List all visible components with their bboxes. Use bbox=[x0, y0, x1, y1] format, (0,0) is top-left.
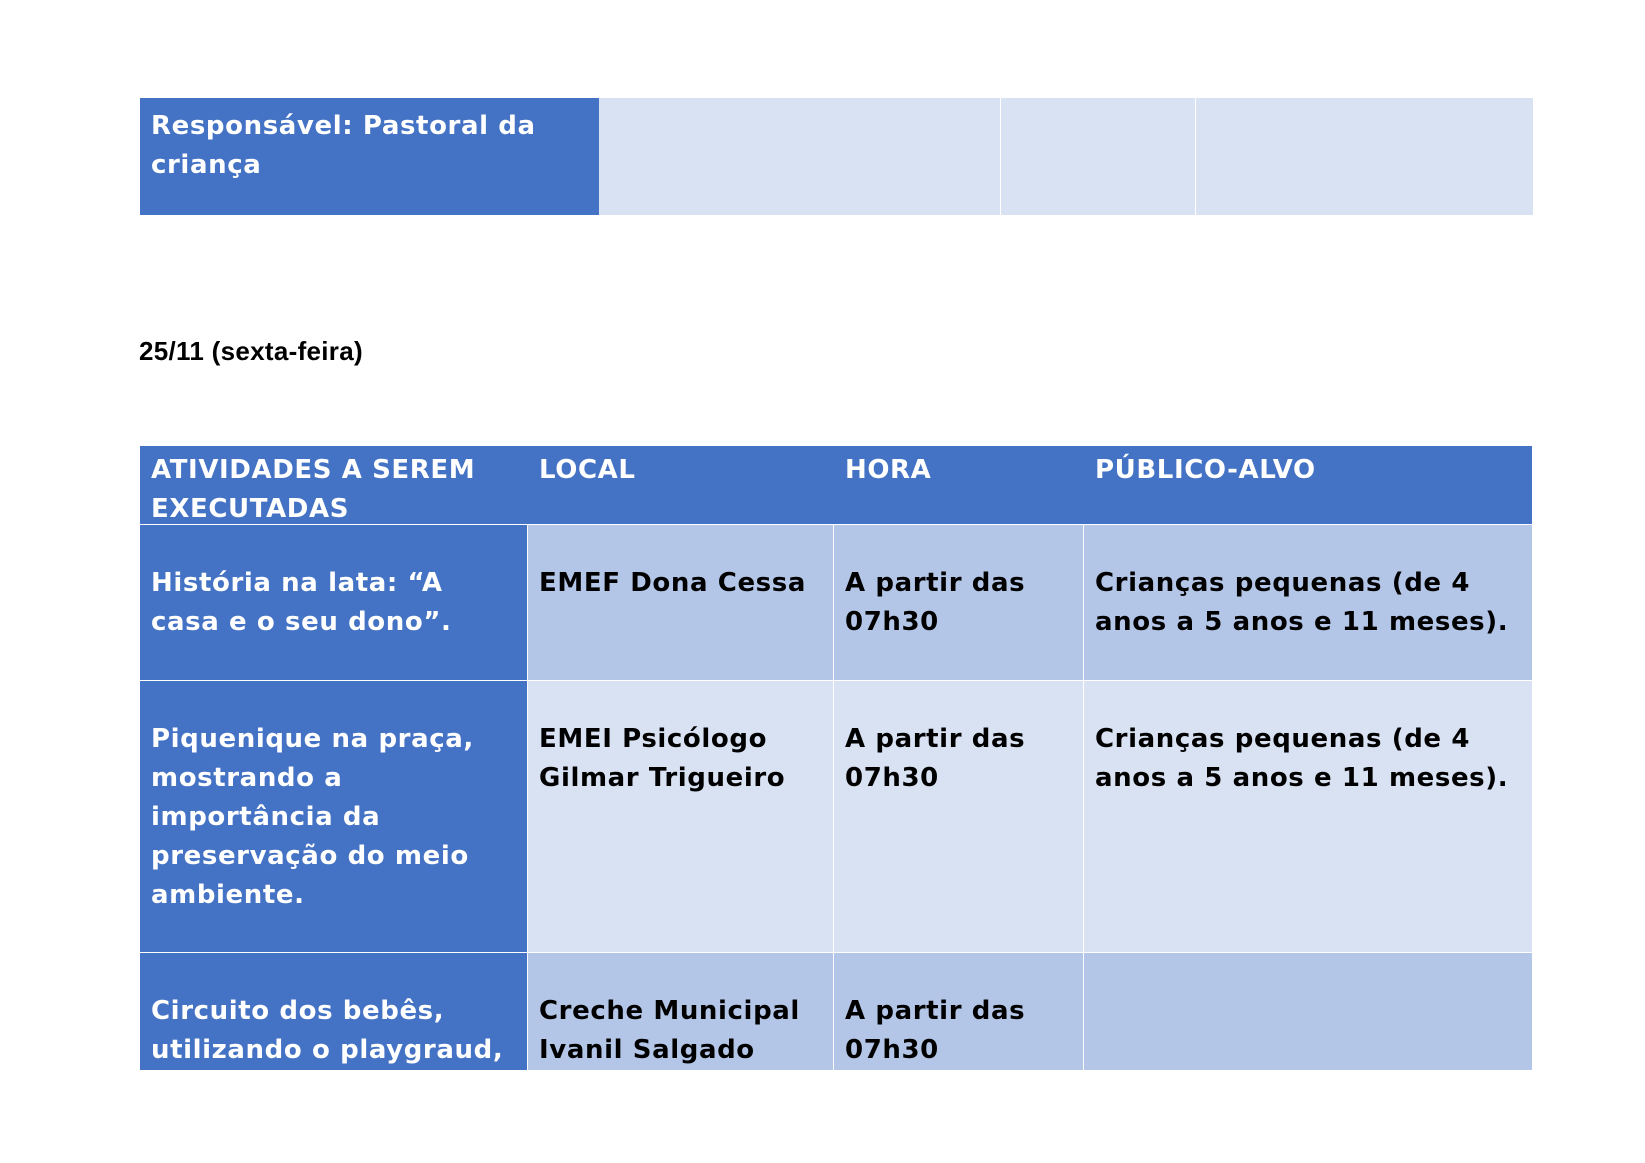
responsavel-text: Responsável: Pastoral da criança bbox=[151, 111, 536, 180]
row1-publico-text: Crianças pequenas (de 4 anos a 5 anos e 11 meses). bbox=[1095, 568, 1509, 637]
responsavel-cell bbox=[140, 98, 599, 215]
row1-hora-text: A partir das 07h30 bbox=[845, 568, 1026, 637]
row1-local-text: EMEF Dona Cessa bbox=[539, 568, 806, 598]
header-hora bbox=[834, 446, 1084, 525]
header-bottom-line bbox=[140, 524, 1532, 525]
row3-hora-text: A partir das 07h30 bbox=[845, 996, 1026, 1065]
row2-hora-text: A partir das 07h30 bbox=[845, 724, 1026, 793]
row3-local bbox=[528, 953, 834, 1070]
row2-atividade-text: Piquenique na praça, mostrando a importância da preservação do meio ambiente. bbox=[151, 724, 474, 910]
row2-publico-text: Crianças pequenas (de 4 anos a 5 anos e 11 meses). bbox=[1095, 724, 1509, 793]
header-hora-label: HORA bbox=[845, 455, 932, 485]
header-publico bbox=[1084, 446, 1532, 525]
top-empty-cell-2 bbox=[1001, 98, 1196, 215]
row3-local-text: Creche Municipal Ivanil Salgado bbox=[539, 996, 800, 1065]
col-divider-2 bbox=[833, 525, 834, 1070]
row1-local bbox=[528, 525, 834, 681]
header-atividades bbox=[140, 446, 528, 525]
col-divider-1 bbox=[527, 525, 528, 1070]
header-publico-label: PÚBLICO-ALVO bbox=[1095, 455, 1316, 485]
top-empty-cell-1 bbox=[599, 98, 1001, 215]
row1-atividade-text: História na lata: “A casa e o seu dono”. bbox=[151, 568, 452, 637]
row3-publico bbox=[1084, 953, 1532, 1070]
row2-publico bbox=[1084, 681, 1532, 953]
row3-atividade-text: Circuito dos bebês, utilizando o playgraud, bbox=[151, 996, 504, 1065]
row2-bottom-line bbox=[140, 952, 1532, 953]
row1-bottom-line bbox=[140, 680, 1532, 681]
row1-publico bbox=[1084, 525, 1532, 681]
row2-hora bbox=[834, 681, 1084, 953]
header-atividades-label: ATIVIDADES A SEREM EXECUTADAS bbox=[151, 455, 476, 524]
top-divider-1 bbox=[1000, 98, 1001, 215]
row3-hora bbox=[834, 953, 1084, 1070]
date-heading: 25/11 (sexta-feira) bbox=[139, 336, 363, 366]
row2-atividade bbox=[140, 681, 528, 953]
top-divider-2 bbox=[1195, 98, 1196, 215]
row2-local bbox=[528, 681, 834, 953]
row2-local-text: EMEI Psicólogo Gilmar Trigueiro bbox=[539, 724, 786, 793]
row3-atividade bbox=[140, 953, 528, 1070]
col-divider-3 bbox=[1083, 525, 1084, 1070]
header-local-label: LOCAL bbox=[539, 455, 636, 485]
row1-atividade bbox=[140, 525, 528, 681]
header-local bbox=[528, 446, 834, 525]
top-empty-cell-3 bbox=[1196, 98, 1533, 215]
row1-hora bbox=[834, 525, 1084, 681]
